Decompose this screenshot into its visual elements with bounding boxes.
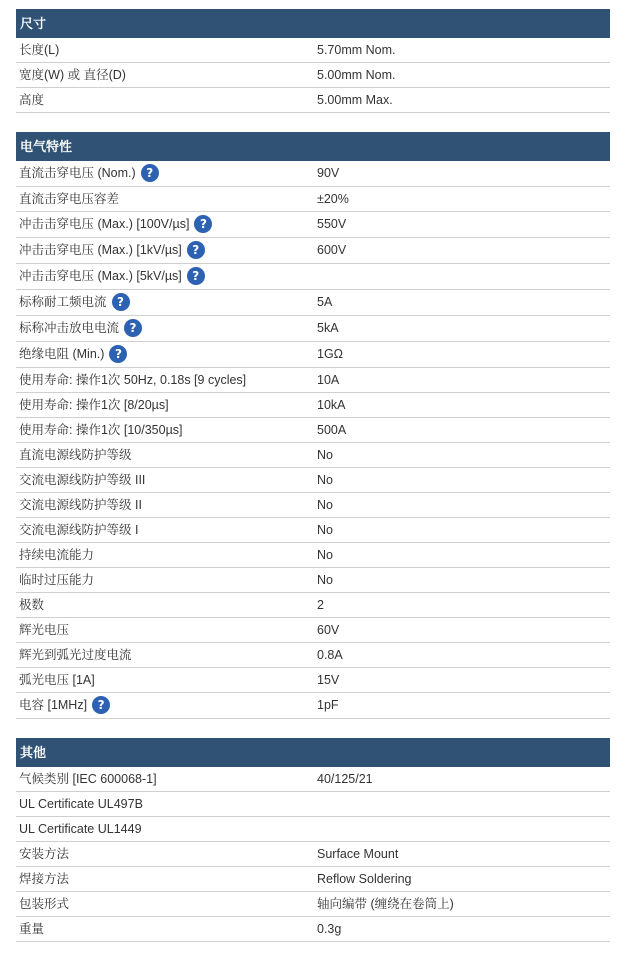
spec-label <box>19 316 142 341</box>
spec-label: 持续电流能力 <box>19 548 95 562</box>
spec-row <box>16 418 610 443</box>
section-header: 其他 <box>16 738 610 767</box>
spec-label: 使用寿命: 操作1次 [8/20µs] <box>19 398 169 412</box>
spec-label: 安装方法 <box>19 847 70 861</box>
spec-label-text: 标称冲击放电电流 <box>19 321 120 335</box>
spec-tables <box>16 9 610 961</box>
spec-label <box>19 161 159 186</box>
help-icon[interactable]: ? <box>112 293 130 311</box>
spec-row <box>16 668 610 693</box>
spec-label: 直流电源线防护等级 <box>19 448 132 462</box>
spec-row <box>16 593 610 618</box>
spec-label: 包装形式 <box>19 897 70 911</box>
spec-label <box>19 342 127 367</box>
help-icon[interactable]: ? <box>109 345 127 363</box>
spec-row <box>16 368 610 393</box>
spec-row <box>16 264 610 290</box>
spec-value: No <box>317 498 333 512</box>
spec-row <box>16 817 610 842</box>
spec-value: 0.3g <box>317 922 342 936</box>
spec-value: 5.00mm Max. <box>317 93 393 107</box>
spec-value: 40/125/21 <box>317 772 373 786</box>
spec-value: 1GΩ <box>317 347 344 361</box>
spec-row <box>16 212 610 238</box>
spec-label: 辉光到弧光过度电流 <box>19 648 132 662</box>
spec-row <box>16 842 610 867</box>
spec-row <box>16 693 610 719</box>
spec-label: 气候类别 [IEC 600068-1] <box>19 772 157 786</box>
spec-row <box>16 643 610 668</box>
help-icon[interactable]: ? <box>194 215 212 233</box>
spec-label-text: 冲击击穿电压 (Max.) [1kV/µs] <box>19 243 182 257</box>
spec-value: No <box>317 523 333 537</box>
spec-label: 辉光电压 <box>19 623 70 637</box>
spec-value: 5kA <box>317 321 339 335</box>
spec-label-text: 电容 [1MHz] <box>19 698 88 712</box>
spec-label <box>19 693 110 718</box>
spec-row <box>16 88 610 113</box>
spec-label: 弧光电压 [1A] <box>19 673 95 687</box>
spec-row <box>16 161 610 187</box>
spec-value: 轴向编带 (缠绕在卷筒上) <box>317 897 454 911</box>
section-dimensions <box>16 9 610 113</box>
spec-label: 交流电源线防护等级 II <box>19 498 142 512</box>
spec-label-text: 绝缘电阻 (Min.) <box>19 347 105 361</box>
spec-label: 高度 <box>19 93 45 107</box>
spec-label: UL Certificate UL1449 <box>19 822 142 836</box>
spec-row <box>16 618 610 643</box>
spec-label: 交流电源线防护等级 III <box>19 473 146 487</box>
spec-row <box>16 393 610 418</box>
spec-label: 使用寿命: 操作1次 50Hz, 0.18s [9 cycles] <box>19 373 247 387</box>
spec-value: 90V <box>317 166 340 180</box>
spec-value: 600V <box>317 243 347 257</box>
help-icon[interactable]: ? <box>141 164 159 182</box>
spec-row <box>16 867 610 892</box>
spec-row <box>16 342 610 368</box>
spec-row <box>16 290 610 316</box>
spec-value: 550V <box>317 217 347 231</box>
spec-value: No <box>317 473 333 487</box>
spec-label: 使用寿命: 操作1次 [10/350µs] <box>19 423 183 437</box>
help-icon[interactable]: ? <box>92 696 110 714</box>
spec-label <box>19 290 130 315</box>
spec-value: No <box>317 573 333 587</box>
spec-label: 直流击穿电压容差 <box>19 192 120 206</box>
spec-row <box>16 543 610 568</box>
section-electrical <box>16 132 610 719</box>
spec-value: ±20% <box>317 192 349 206</box>
spec-label: 长度(L) <box>19 43 60 57</box>
spec-row <box>16 917 610 942</box>
section-header: 电气特性 <box>16 132 610 161</box>
spec-label: 极数 <box>19 598 45 612</box>
spec-value: 1pF <box>317 698 339 712</box>
spec-label: 临时过压能力 <box>19 573 95 587</box>
spec-row <box>16 518 610 543</box>
spec-value: No <box>317 548 333 562</box>
section-other <box>16 738 610 942</box>
spec-label-text: 标称耐工频电流 <box>19 295 107 309</box>
spec-value: 500A <box>317 423 347 437</box>
spec-label <box>19 238 205 263</box>
spec-row <box>16 493 610 518</box>
spec-label-text: 直流击穿电压 (Nom.) <box>19 166 136 180</box>
spec-row <box>16 238 610 264</box>
spec-row <box>16 892 610 917</box>
spec-label: UL Certificate UL497B <box>19 797 143 811</box>
spec-value: Reflow Soldering <box>317 872 412 886</box>
help-icon[interactable]: ? <box>187 241 205 259</box>
spec-label-text: 冲击击穿电压 (Max.) [5kV/µs] <box>19 269 182 283</box>
spec-label: 宽度(W) 或 直径(D) <box>19 68 126 82</box>
spec-row <box>16 468 610 493</box>
spec-row <box>16 568 610 593</box>
spec-value: 5.00mm Nom. <box>317 68 396 82</box>
help-icon[interactable]: ? <box>187 267 205 285</box>
spec-value: 5.70mm Nom. <box>317 43 396 57</box>
spec-label: 重量 <box>19 922 45 936</box>
spec-label: 焊接方法 <box>19 872 70 886</box>
section-header: 尺寸 <box>16 9 610 38</box>
spec-value: No <box>317 448 333 462</box>
spec-value: 15V <box>317 673 340 687</box>
spec-row <box>16 38 610 63</box>
spec-value: 10A <box>317 373 340 387</box>
spec-row <box>16 316 610 342</box>
spec-value: 0.8A <box>317 648 343 662</box>
spec-value: 5A <box>317 295 333 309</box>
help-icon[interactable]: ? <box>124 319 142 337</box>
spec-label: 交流电源线防护等级 I <box>19 523 139 537</box>
spec-label-text: 冲击击穿电压 (Max.) [100V/µs] <box>19 217 190 231</box>
spec-row <box>16 187 610 212</box>
spec-row <box>16 443 610 468</box>
spec-value: 10kA <box>317 398 346 412</box>
spec-row <box>16 63 610 88</box>
spec-row <box>16 767 610 792</box>
spec-label <box>19 264 205 289</box>
spec-value: Surface Mount <box>317 847 399 861</box>
spec-value: 60V <box>317 623 340 637</box>
spec-row <box>16 792 610 817</box>
spec-value: 2 <box>317 598 324 612</box>
spec-label <box>19 212 212 237</box>
